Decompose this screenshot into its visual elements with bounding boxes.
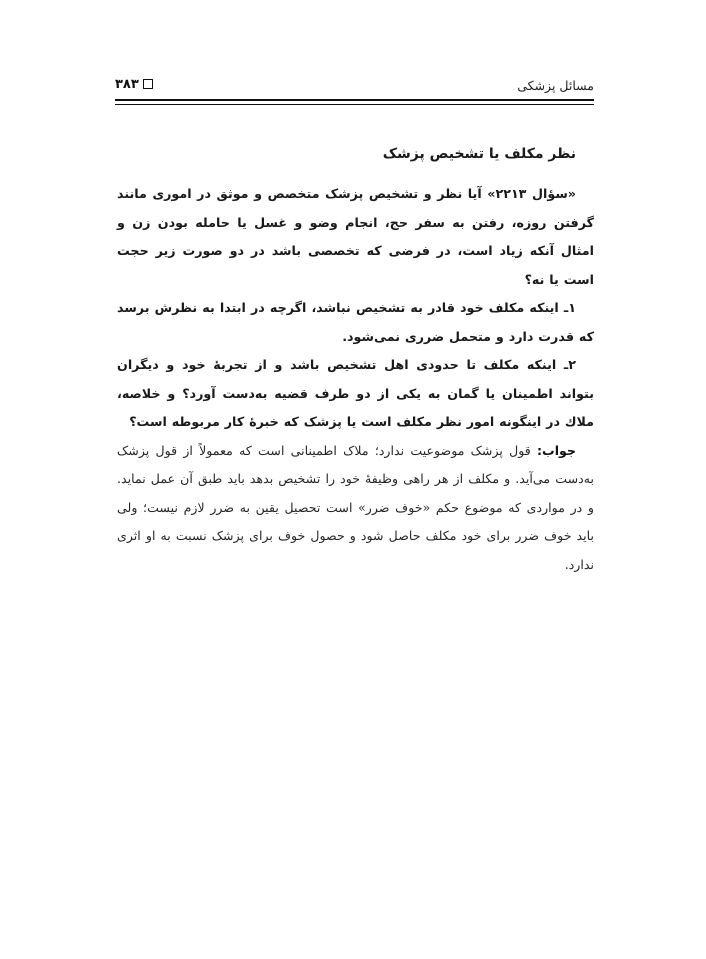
header-rule-thin bbox=[115, 104, 594, 105]
answer-text: قول پزشک موضوعیت ندارد؛ ملاک اطمینانی است که معمولاً از قول پزشک به‌دست می‌آید. و مکلف از هر راهی وظیفهٔ خود را تشخیص بدهد باید طبق آن عمل نماید. و در مواردی که موضوع حکم «خوف ضرر» است تحصیل یقین به ضرر لازم نیست؛ ولی باید خوف ضرر برای خود مکلف حاصل شود و حصول خوف برای پزشک نسبت به او اثری ندارد. bbox=[117, 442, 594, 572]
page-number-text: ۳۸۳ bbox=[115, 77, 139, 92]
section-heading: نظر مکلف یا تشخیص پزشک bbox=[382, 146, 576, 162]
answer-paragraph bbox=[117, 437, 594, 580]
question-intro: «سؤال ۲۲۱۳» آیا نظر و تشخیص پزشک متخصص و موثق در اموری مانند گرفتن روزه، رفتن به سفر حج، انجام وضو و غسل یا حامله بودن زن و امثال آنکه زیاد است، در فرضی که تخصصی باشد در دو صورت زیر حجت است یا نه؟ bbox=[117, 186, 594, 287]
square-ornament-icon bbox=[143, 79, 153, 89]
running-header bbox=[115, 76, 594, 98]
running-title: مسائل پزشکی bbox=[517, 78, 594, 93]
answer-label: جواب: bbox=[537, 442, 576, 458]
document-body bbox=[117, 142, 594, 579]
page-number bbox=[115, 77, 153, 92]
header-rule-thick bbox=[115, 99, 594, 101]
question-case-1: ۱ـ اینکه مکلف خود قادر به تشخیص نباشد، اگرچه در ابتدا به نظرش برسد که قدرت دارد و متحمل ضرری نمی‌شود. bbox=[117, 300, 594, 344]
question-case-2: ۲ـ اینکه مکلف تا حدودی اهل تشخیص باشد و از تجربهٔ خود و دیگران بتواند اطمینان یا گمان به یکی از دو طرف قضیه به‌دست آورد؟ و خلاصه، ملاك در اینگونه امور نظر مکلف است یا پزشک که خبرهٔ کار مربوطه است؟ bbox=[117, 357, 594, 429]
